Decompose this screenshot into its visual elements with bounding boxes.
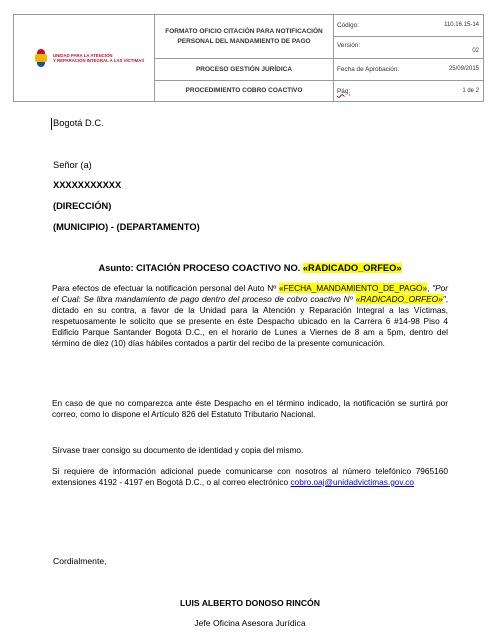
code-row [334,22,483,29]
subject-merge-field: «RADICADO_ORFEO» [302,263,402,273]
p1-text-b: , [427,283,433,293]
approval-date-label: Fecha de Aprobación: [337,66,400,73]
subject-prefix: Asunto: CITACIÓN PROCESO COACTIVO NO. [98,263,303,273]
radicado-merge-field: «RADICADO_ORFEO» [355,293,443,304]
version-value: 02 [472,47,479,54]
logo-text-line2: Y REPARACIÓN INTEGRAL A LAS VÍCTIMAS [53,58,145,63]
version-row [334,42,483,54]
version-label: Versión: [337,41,361,49]
signer-title: Jefe Oficina Asesora Jurídica [194,618,306,628]
process-name: PROCESO GESTIÓN JURÍDICA [155,59,334,81]
paragraph-non-appearance: En caso de que no comparezca ante éste Despacho en el término indicado, la notificación se surtirá por correo, como lo dispone el Artículo 826 del Estatuto Tributario Nacional. [52,398,448,419]
closing: Cordialmente, [53,556,107,566]
letter-salutation: Señor (a) [53,160,92,170]
page-label: Pág: [337,87,351,95]
date-merge-field: «FECHA_MANDAMIENTO_DE_PAGO» [278,283,428,293]
coat-of-arms-icon [34,49,48,67]
p1-text-a: Para efectos de efectuar la notificación personal del Auto Nº [52,283,279,293]
code-value: 110.16.15-14 [444,22,479,28]
paragraph-identity: Sírvase traer consigo su documento de identidad y copia del mismo. [52,445,304,455]
signer-name: LUIS ALBERTO DONOSO RINCÓN [180,598,320,608]
code-label: Código: [337,22,360,29]
p4-text: Si requiere de información adicional puede comunicarse con nosotros al número telefónico 7965160 extensiones 4192 - 4197 en Bogotá D.C., o al correo electrónico [52,466,448,487]
letter-place: Bogotá D.C. [53,118,104,128]
format-title: FORMATO OFICIO CITACIÓN PARA NOTIFICACIÓN PERSONAL DEL MANDAMIENTO DE PAGO [155,15,334,59]
paragraph-notification [52,283,448,348]
paragraph-contact [52,466,448,488]
page-value: 1 de 2 [462,87,479,94]
recipient-name: XXXXXXXXXXX [53,180,122,190]
approval-date-row [334,66,483,73]
letter-subject [0,263,500,273]
procedure-name: PROCEDIMIENTO COBRO COACTIVO [155,81,334,102]
recipient-address: (DIRECCIÓN) [53,201,112,211]
logo-text-line1: UNIDAD PARA LA ATENCIÓN [53,52,113,58]
p1-italic: "Por el Cual: Se libra mandamiento de pago dentro del proceso de cobro coactivo Nº [52,283,448,304]
text-cursor [51,118,52,130]
approval-date-value: 25/09/2015 [448,66,479,72]
logo-cell [14,15,155,102]
recipient-location: (MUNICIPIO) - (DEPARTAMENTO) [53,222,200,232]
email-link[interactable]: cobro.oaj@unidadvictimas.gov.co [290,476,415,487]
p1-text-c: , dictado en su contra, a favor de la Unidad para la Atención y Reparación Integral a las Víctimas, respetuosamente le solicito que se presente en éste Despacho ubicado en la Carrera 6 #14-98 Piso 4 Edificio Parque Santander Bogotá D.C., en el horario de Lunes a Viernes de 8 am a 5pm, dentro del término de diez (10) días hábiles contados a partir del recibo de la presente comunicación. [52,293,448,348]
p1-italic-end: " [442,293,446,304]
page-row [334,88,483,95]
document-header [13,14,484,102]
unidad-victimas-logo [14,49,154,67]
